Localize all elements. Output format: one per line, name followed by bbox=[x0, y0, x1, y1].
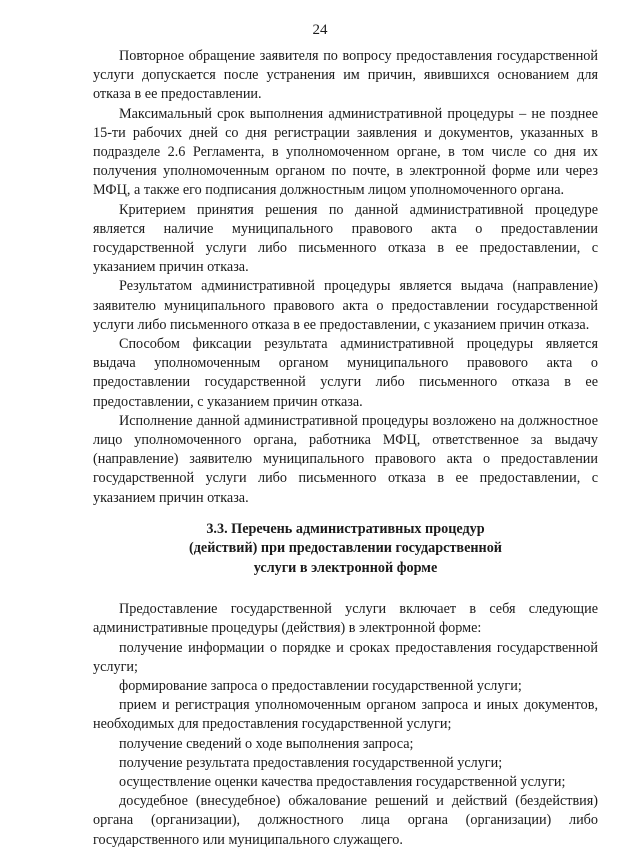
list-item: осуществление оценки качества предоставления государственной услуги; bbox=[119, 773, 566, 790]
list-item: прием и регистрация уполномоченным органом запроса и иных документов, необходимых для предоставления государственной услуги; bbox=[93, 697, 598, 733]
list-item: получение сведений о ходе выполнения запроса; bbox=[119, 735, 414, 752]
paragraph: Повторное обращение заявителя по вопросу предоставления государственной услуги допускается после устранения им причин, явившихся основанием для отказа в ее предоставлении. bbox=[93, 48, 598, 103]
paragraph: Результатом административной процедуры является выдача (направление) заявителю муниципального правового акта о предоставлении государственной услуги либо письменного отказа в ее предоставлении, с указанием причин отказа. bbox=[93, 278, 598, 333]
section-heading-line: (действий) при предоставлении государственной bbox=[189, 540, 502, 557]
paragraph: Критерием принятия решения по данной административной процедуре является наличие муниципального правового акта о предоставлении государственной услуги либо письменного отказа в ее предоставлении, с указанием причин отказа. bbox=[93, 201, 598, 276]
section-heading bbox=[93, 520, 598, 578]
paragraph: Исполнение данной административной процедуры возложено на должностное лицо уполномоченного органа, работника МФЦ, ответственное за выдачу (направление) заявителю муниципального правового акта о предоставлении государственной услуги либо письменного отказа в ее предоставлении, с указанием причин отказа. bbox=[93, 412, 598, 506]
list-item: получение информации о порядке и сроках предоставления государственной услуги; bbox=[93, 639, 598, 675]
list-item: формирование запроса о предоставлении государственной услуги; bbox=[119, 677, 522, 694]
list-item: получение результата предоставления государственной услуги; bbox=[119, 754, 503, 771]
section-heading-line: 3.3. Перечень административных процедур bbox=[206, 520, 485, 537]
document-body bbox=[93, 47, 598, 850]
section-heading-line: услуги в электронной форме bbox=[253, 559, 438, 576]
page-number: 24 bbox=[312, 22, 328, 38]
paragraph: Максимальный срок выполнения административной процедуры – не позднее 15-ти рабочих дней со дня регистрации заявления и документов, указанных в подразделе 2.6 Регламента, в уполномоченном органе, в том числе со дня их получения уполномоченным органом по почте, в электронной форме или через МФЦ, а также его подписания должностным лицом уполномоченного органа. bbox=[93, 105, 598, 199]
procedure-list bbox=[93, 600, 598, 850]
list-intro: Предоставление государственной услуги включает в себя следующие административные процедуры (действия) в электронной форме: bbox=[93, 601, 598, 637]
list-item: досудебное (внесудебное) обжалование решений и действий (бездействия) органа (организации), должностного лица органа (организации) либо государственного или муниципального служащего. bbox=[93, 793, 598, 848]
paragraph: Способом фиксации результата административной процедуры является выдача уполномоченным органом муниципального правового акта о предоставлении государственной услуги либо письменного отказа в ее предоставлении, с указанием причин отказа. bbox=[93, 336, 598, 410]
